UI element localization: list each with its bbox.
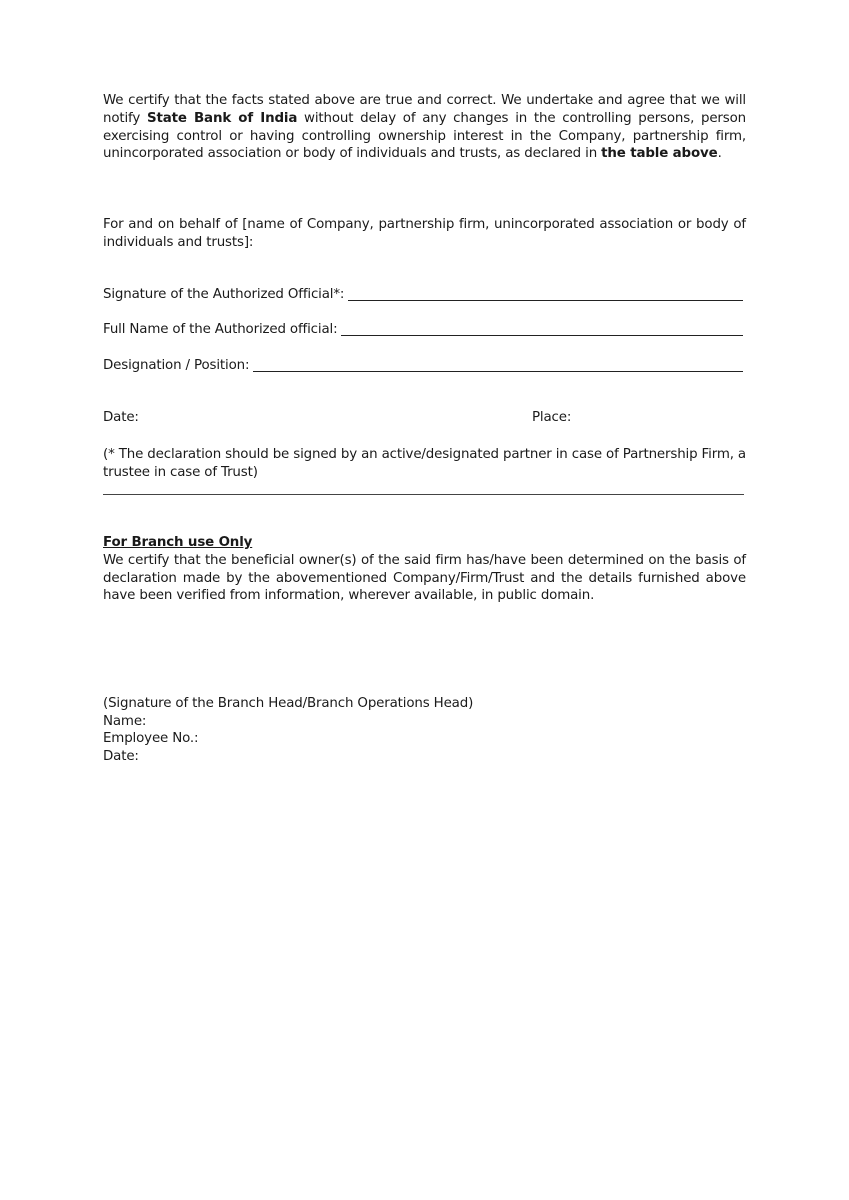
designation-field[interactable] [103,357,743,374]
table-reference: the table above [601,146,718,162]
designation-label: Designation / Position: [103,358,250,373]
place-label: Place: [532,410,572,425]
full-name-label: Full Name of the Authorized official: [103,322,338,337]
branch-section [103,534,746,605]
signature-label: Signature of the Authorized Official*: [103,287,345,302]
branch-signature-caption: (Signature of the Branch Head/Branch Operations Head) [103,696,474,711]
declaration-text-2: without delay of any changes in the controlling persons, person exercising control or having controlling ownership interest in the Company, partnership firm, unincorporated association or body of individuals and trusts, as declared in [103,110,746,162]
branch-heading: For Branch use Only [103,535,253,550]
branch-name-label: Name: [103,713,147,729]
divider-line [103,494,744,495]
branch-date-label: Date: [103,748,139,764]
full-name-field[interactable] [103,321,743,338]
branch-certification: We certify that the beneficial owner(s) of the said firm has/have been determined on the basis of declaration made by the abovementioned Company/Firm/Trust and the details furnished above have been verified from information, wherever available, in public domain. [103,552,746,604]
footnote: (* The declaration should be signed by an active/designated partner in case of Partnership Firm, a trustee in case of Trust) [103,447,746,480]
date-label: Date: [103,410,139,425]
on-behalf-paragraph: For and on behalf of [name of Company, partnership firm, unincorporated association or body of individuals and trusts]: [103,217,746,250]
full-name-line[interactable] [341,322,743,336]
branch-employee-label: Employee No.: [103,731,199,746]
declaration-text-3: . [717,146,722,162]
signature-line[interactable] [348,287,743,301]
bank-name: State Bank of India [146,110,298,126]
signature-field[interactable] [103,286,743,303]
declaration-text-1: We certify that the facts stated above are true and correct. We undertake and agree that we will notify [103,93,746,126]
designation-line[interactable] [253,358,743,372]
declaration-paragraph [103,92,746,163]
branch-signature-block [103,695,746,765]
